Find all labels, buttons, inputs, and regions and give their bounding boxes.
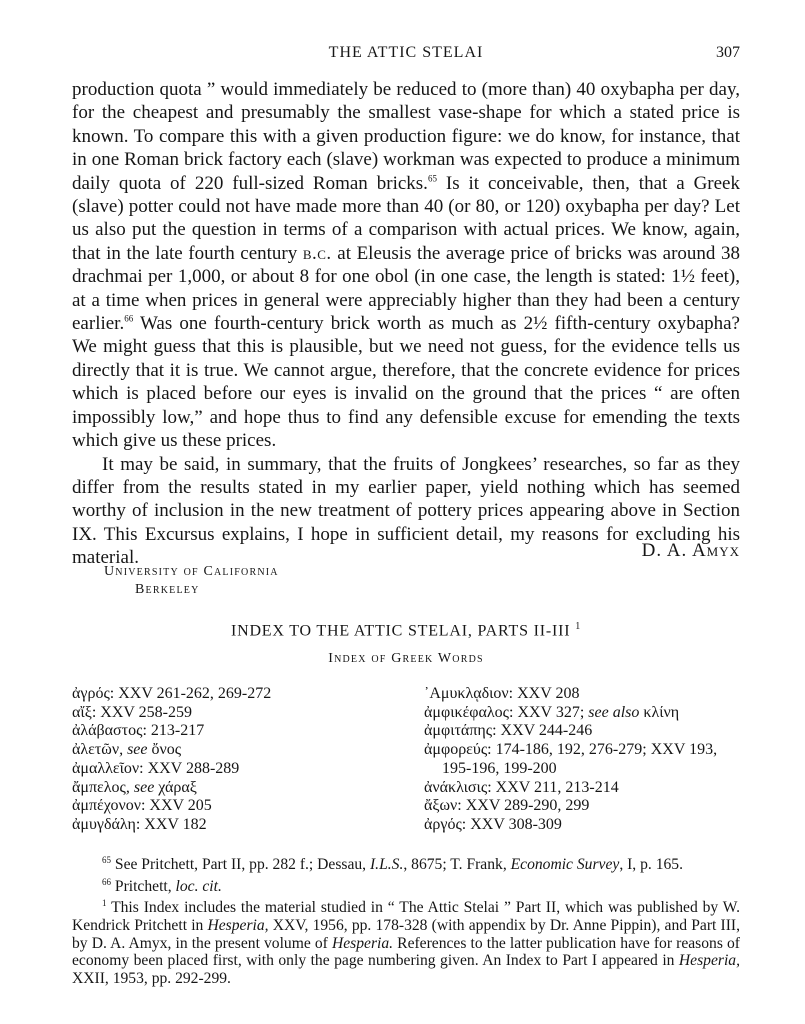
footnote-66 [72,874,740,896]
index-title-footnote-ref: 1 [575,621,582,632]
index-entry [72,685,402,704]
author-signature: D. A. Amyx [641,540,740,561]
footnote-text: This Index includes the material studied in “ The Attic Stelai ” Part II, which was published by W. Kendrick Pritchett in [72,899,740,935]
running-header [72,44,740,66]
footnote-text: , I, p. 165. [619,856,683,874]
body-text [72,78,740,570]
index-column-left [72,685,402,835]
greek-word: ἀλάβαστος [72,722,143,740]
greek-word: ἄξων [424,797,458,815]
greek-word: αἴξ [72,703,92,721]
footnote-text: XXV, 1956, pp. 178-328 (with appendix by Dr. Anne Pippin), and Part III, by D. A. Amyx, in the present volume of [72,917,740,952]
greek-word: ἀγρός [72,685,110,702]
greek-word: ἀμφικέφαλος [424,703,509,721]
paragraph-1-text-a: production quota ” would immediately be reduced to (more than) 40 oxybapha per day, for the cheapest and presumably the smallest vase-shape for which a stated price is known. To compare this with a given production figure: we do know, for instance, that in one Roman brick factory each (slave) workman was expected to produce a minimum daily quota of 220 full-sized Roman bricks. [72,79,740,194]
footnote-text: References to the latter publication have for reasons of economy been placed first, with only the page numbering given. An Index to Part I appeared in [72,934,740,970]
index-entry [72,760,402,779]
footnote-italic: loc. cit. [175,877,222,895]
index-entry [424,741,742,778]
footnote-text: Pritchett, [111,877,176,895]
index-entry [424,779,742,798]
index-entry [72,741,402,760]
index-entry [424,685,742,704]
greek-word: ἀλετῶν [72,741,120,759]
era-abbrev: b.c. [302,242,332,264]
footnote-ref-66: 66 [124,313,134,324]
cross-ref-word: κλίνη [643,703,680,721]
index-refs: : XXV 182 [135,815,207,833]
affiliation-city: Berkeley [135,582,200,597]
footnotes [72,852,740,987]
index-refs: : 174-186, 192, 276-279; XXV 193, [487,741,718,759]
index-refs: : XXV 289-290, 299 [457,797,590,815]
footnote-italic: Economic Survey [510,856,620,874]
see-reference: , see [125,778,159,796]
greek-word: ἀνάκλισις [424,778,488,796]
footnote-number: 1 [102,898,107,909]
greek-word: ἀμφιτάπης [424,722,493,740]
greek-word: ἀμυγδάλη [72,815,136,833]
paragraph-1-text-d: Was one fourth-century brick worth as much as 2½ fifth-century oxybapha? We might guess that this is plausible, but we need not guess, for the evidence tells us directly that it is true. We cannot argue, therefore, that the concrete evidence for prices which is placed before our eyes is invalid on the ground that the prices “ are often impossibly low,” and hope thus to find any defensible excuse for emending the texts which give us these prices. [72,313,740,452]
paragraph-1 [72,78,740,453]
index-entry [424,797,742,816]
index-refs: : XXV 205 [140,797,212,815]
affiliation-institution: University of California [104,564,279,579]
footnote-number: 65 [102,855,111,865]
footnote-italic: Hesperia, [678,952,740,970]
index-entry [72,816,402,835]
index-entry [424,816,742,835]
index-title [72,621,740,640]
index-refs: : XXV 288-289 [139,759,240,777]
index-entry [72,704,402,723]
greek-word: ἄμπελος [72,778,126,796]
paragraph-2: It may be said, in summary, that the fruits of Jongkees’ researches, so far as they differ from the results stated in my earlier paper, yield nothing which has seemed worthy of inclusion in the new treatment of pottery prices appearing above in Section IX. This Excursus explains, I hope in sufficient detail, my reasons for excluding his material. [72,453,740,569]
index-entry [424,722,742,741]
index-entry [72,797,402,816]
paragraph-1-text-c: at Eleusis the average price of bricks was around 38 drachmai per 1,000, or about 8 for one obol (in one case, the length is stated: 1½ feet), at a time when prices in general were appreciably higher than they had been a century earlier. [72,242,740,335]
see-also-reference: see also [588,703,644,721]
index-refs: : 213-217 [142,722,205,740]
see-reference: , see [119,741,152,759]
index-refs: : XXV 308-309 [461,815,562,833]
footnote-65 [72,852,740,874]
index-subtitle: Index of Greek Words [328,651,484,666]
footnote-italic: Hesperia, [207,917,269,935]
index-refs: : XXV 208 [508,685,580,702]
footnote-number: 66 [102,876,111,887]
cross-ref-word: χάραξ [158,778,197,796]
index-entry [424,704,742,723]
footnote-ref-65: 65 [427,173,437,184]
greek-word: ἀμαλλεῖον [72,759,140,777]
index-refs: : XXV 244-246 [492,722,593,740]
index-column-right [424,685,742,835]
greek-word: ᾿Αμυκλᾳδιον [424,685,509,702]
footnote-text: XXII, 1953, pp. 292-299. [72,969,231,987]
index-title-text: INDEX TO THE ATTIC STELAI, PARTS II-III [230,622,571,640]
paragraph-1-text-b: Is it conceivable, then, that a Greek (slave) potter could not have made more than 40 (or 80, or 120) oxybapha per day? Let us also put the question in terms of a comparison with actual prices. We know, again, that in the late fourth century [72,172,740,264]
index-refs: : XXV 327; [509,703,589,721]
index-refs: : XXV 258-259 [91,703,192,721]
cross-ref-word: ὄνος [151,741,182,759]
index-entry [72,779,402,798]
index-refs-continued: 195-196, 199-200 [442,759,557,777]
footnote-1 [72,895,740,987]
footnote-text: See Pritchett, Part II, pp. 282 f.; Dessau, [111,856,370,874]
index-entry [72,722,402,741]
greek-word: ἀμπέχονον [72,797,141,815]
page-number: 307 [716,44,740,61]
greek-word: ἀμφορεύς [424,741,488,759]
footnote-italic: I.L.S. [369,856,404,874]
greek-word: ἀργός [424,815,462,833]
index-refs: : XXV 211, 213-214 [487,778,619,796]
running-title: THE ATTIC STELAI [328,44,484,61]
footnote-italic: Hesperia. [331,934,394,952]
footnote-text: , 8675; T. Frank, [403,856,511,874]
index-refs: : XXV 261-262, 269-272 [109,685,272,702]
